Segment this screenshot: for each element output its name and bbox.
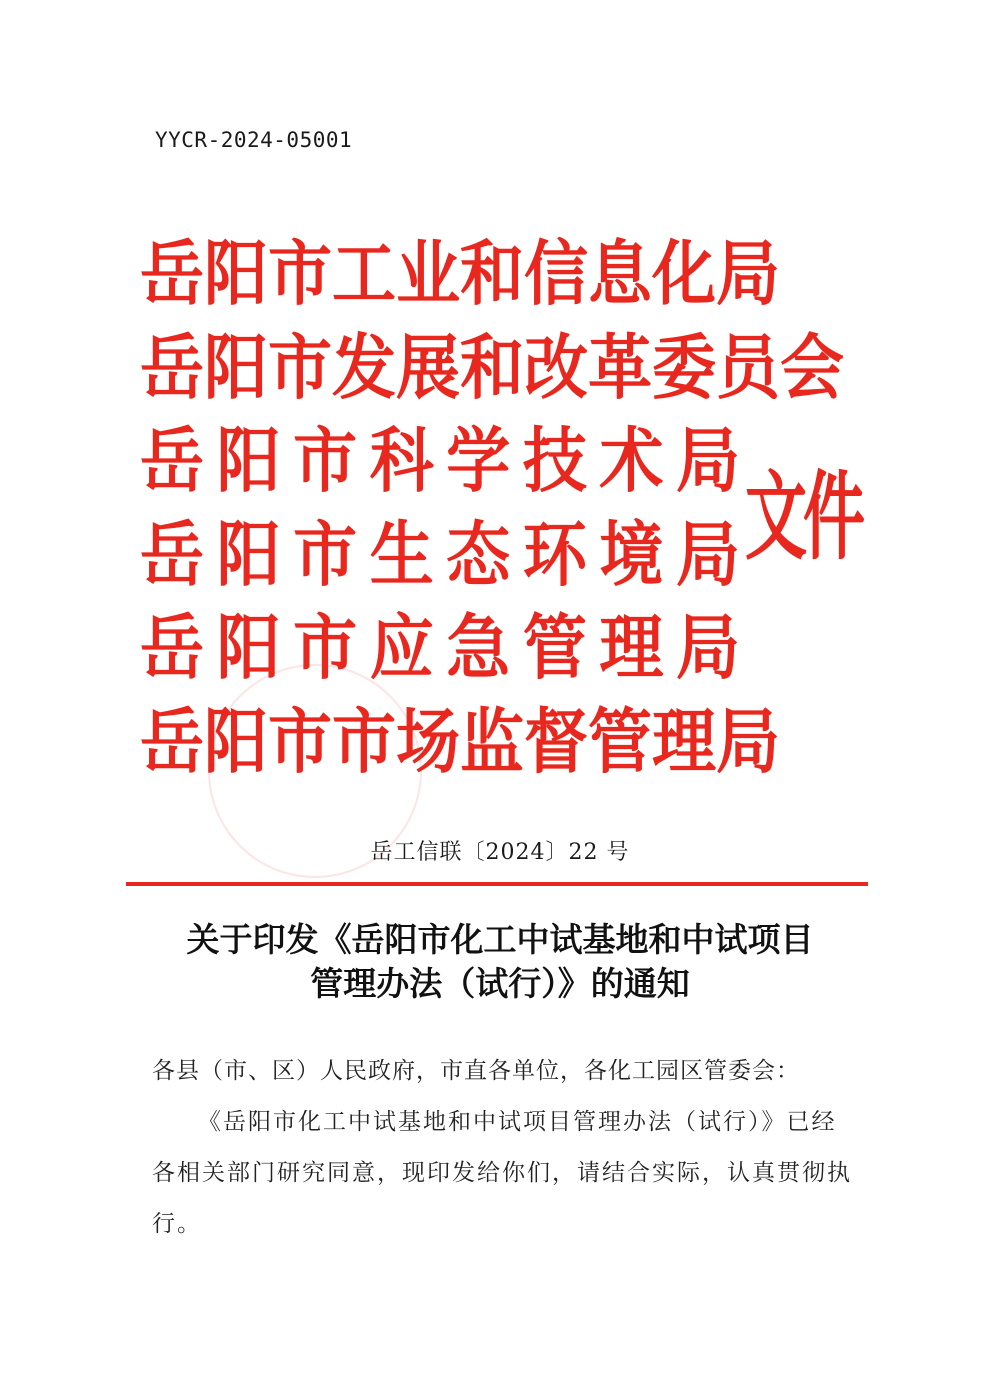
issuer-char: 环 bbox=[522, 513, 587, 596]
issuer-char: 阳 bbox=[216, 606, 281, 690]
issuer-char: 督 bbox=[524, 700, 588, 783]
issuer-char: 岳 bbox=[140, 700, 204, 783]
issuer-char: 市 bbox=[293, 606, 358, 690]
issuer-char: 阳 bbox=[204, 326, 268, 409]
issuer-char: 岳 bbox=[140, 606, 204, 690]
issuer-char: 信 bbox=[524, 232, 588, 316]
issuer-char: 管 bbox=[522, 606, 587, 690]
issuer-char: 急 bbox=[446, 606, 511, 690]
issuer-char: 岳 bbox=[140, 419, 204, 503]
issuer-char: 改 bbox=[524, 326, 588, 409]
issuer-char: 境 bbox=[599, 513, 664, 596]
issuer-char: 阳 bbox=[204, 232, 268, 316]
issuer-char: 学 bbox=[446, 419, 511, 503]
document-number: 岳工信联〔2024〕22 号 bbox=[370, 840, 630, 865]
issuer-char: 术 bbox=[599, 419, 664, 503]
issuer-char: 局 bbox=[675, 419, 740, 503]
issuer-char: 和 bbox=[460, 326, 524, 409]
issuer-char: 市 bbox=[293, 419, 358, 503]
issuer-char: 阳 bbox=[216, 419, 281, 503]
issuer-char: 理 bbox=[652, 700, 716, 783]
issuer-char: 市 bbox=[268, 700, 332, 783]
document-title bbox=[0, 918, 1000, 1006]
issuer-char: 局 bbox=[716, 700, 780, 783]
issuer-line-6 bbox=[140, 691, 780, 794]
issuer-char: 工 bbox=[332, 232, 396, 316]
issuer-char: 市 bbox=[268, 232, 332, 316]
issuer-line-4 bbox=[140, 504, 740, 607]
issuer-char: 会 bbox=[780, 326, 844, 409]
issuer-char: 员 bbox=[716, 326, 780, 409]
issuer-char: 态 bbox=[446, 513, 511, 596]
title-line-2: 管理办法（试行）》的通知 bbox=[310, 964, 690, 1003]
body-paragraph: 《岳阳市化工中试基地和中试项目管理办法（试行）》已经各相关部门研究同意，现印发给你们，请结合实际，认真贯彻执行。 bbox=[152, 1109, 852, 1237]
issuer-char: 展 bbox=[396, 326, 460, 409]
issuer-char: 发 bbox=[332, 326, 396, 409]
issuer-char: 阳 bbox=[204, 700, 268, 783]
issuer-char: 岳 bbox=[140, 232, 204, 316]
issuer-char: 科 bbox=[369, 419, 434, 503]
issuer-char: 场 bbox=[396, 700, 460, 783]
issuer-char: 管 bbox=[588, 700, 652, 783]
issuer-char: 革 bbox=[588, 326, 652, 409]
issuer-char: 市 bbox=[332, 700, 396, 783]
document-code: YYCR-2024-05001 bbox=[155, 128, 353, 152]
issuer-char: 市 bbox=[293, 513, 358, 596]
issuer-char: 市 bbox=[268, 326, 332, 409]
issuer-line-3 bbox=[140, 410, 740, 513]
issuer-char: 技 bbox=[522, 419, 587, 503]
issuer-char: 局 bbox=[675, 513, 740, 596]
issuer-char: 委 bbox=[652, 326, 716, 409]
issuer-char: 监 bbox=[460, 700, 524, 783]
red-separator-line bbox=[126, 882, 868, 886]
issuer-line-1 bbox=[140, 223, 780, 326]
issuer-char: 和 bbox=[460, 232, 524, 316]
issuer-char: 局 bbox=[675, 606, 740, 690]
issuer-char: 理 bbox=[599, 606, 664, 690]
issuer-char: 生 bbox=[369, 513, 434, 596]
issuer-char: 岳 bbox=[140, 513, 204, 596]
issuer-char: 应 bbox=[369, 606, 434, 690]
addressee: 各县（市、区）人民政府，市直各单位，各化工园区管委会： bbox=[152, 1058, 800, 1084]
issuer-char: 局 bbox=[716, 232, 780, 316]
issuer-char: 化 bbox=[652, 232, 716, 316]
issuer-char: 岳 bbox=[140, 326, 204, 409]
title-line-1: 关于印发《岳阳市化工中试基地和中试项目 bbox=[186, 920, 814, 959]
issuer-line-5 bbox=[140, 597, 740, 700]
issuer-line-2 bbox=[140, 317, 844, 420]
issuer-char: 阳 bbox=[216, 513, 281, 596]
document-body bbox=[152, 1046, 852, 1250]
issuer-char: 息 bbox=[588, 232, 652, 316]
file-label: 文件 bbox=[745, 460, 862, 574]
issuer-char: 业 bbox=[396, 232, 460, 316]
